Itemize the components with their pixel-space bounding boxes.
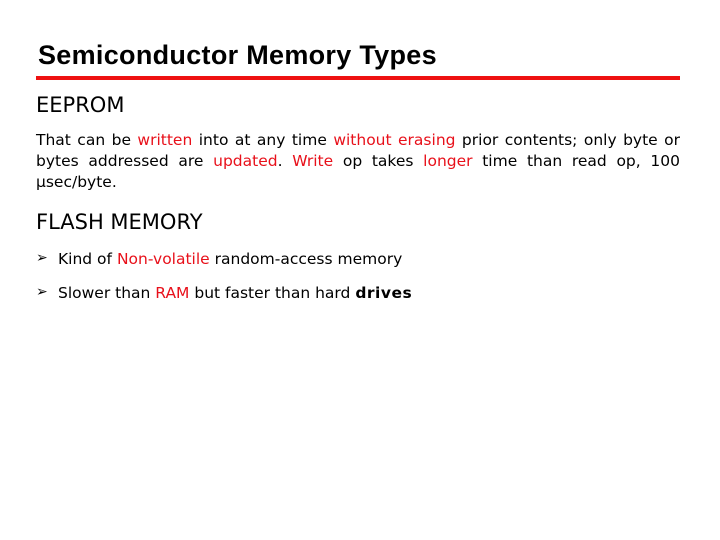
arrow-bullet-icon: ➢ xyxy=(36,250,48,266)
list-item xyxy=(36,284,412,318)
desc-run: into at any time xyxy=(192,131,334,149)
bullet-run-highlight: Non-volatile xyxy=(116,250,210,268)
desc-run: op takes xyxy=(333,152,424,170)
eeprom-description xyxy=(36,130,680,193)
desc-run: time than read op, 100 µsec/byte. xyxy=(36,152,680,191)
slide-title: Semiconductor Memory Types xyxy=(38,40,437,70)
bullet-text xyxy=(58,284,412,302)
desc-run-highlight: without erasing xyxy=(333,131,456,149)
bullet-run-bold: drives xyxy=(355,284,413,302)
desc-run: That can be xyxy=(36,131,138,149)
list-item xyxy=(36,250,412,284)
flash-memory-heading: FLASH MEMORY xyxy=(36,210,203,234)
bullet-text xyxy=(58,250,402,268)
bullet-run-highlight: RAM xyxy=(155,284,190,302)
desc-run: . xyxy=(277,152,293,170)
bullet-run: random-access memory xyxy=(209,250,403,268)
arrow-bullet-icon: ➢ xyxy=(36,284,48,300)
desc-run-highlight: longer xyxy=(423,152,473,170)
desc-run: prior contents; only byte or bytes addressed are xyxy=(36,131,680,170)
desc-run-highlight: Write xyxy=(292,152,334,170)
desc-run-highlight: written xyxy=(137,131,193,149)
eeprom-heading: EEPROM xyxy=(36,93,125,117)
bullet-run: Kind of xyxy=(58,250,117,268)
bullet-run: Slower than xyxy=(58,284,156,302)
bullet-run: but faster than hard xyxy=(189,284,356,302)
desc-run-highlight: updated xyxy=(213,152,278,170)
flash-bullet-list xyxy=(36,250,412,318)
title-underline xyxy=(36,76,680,80)
